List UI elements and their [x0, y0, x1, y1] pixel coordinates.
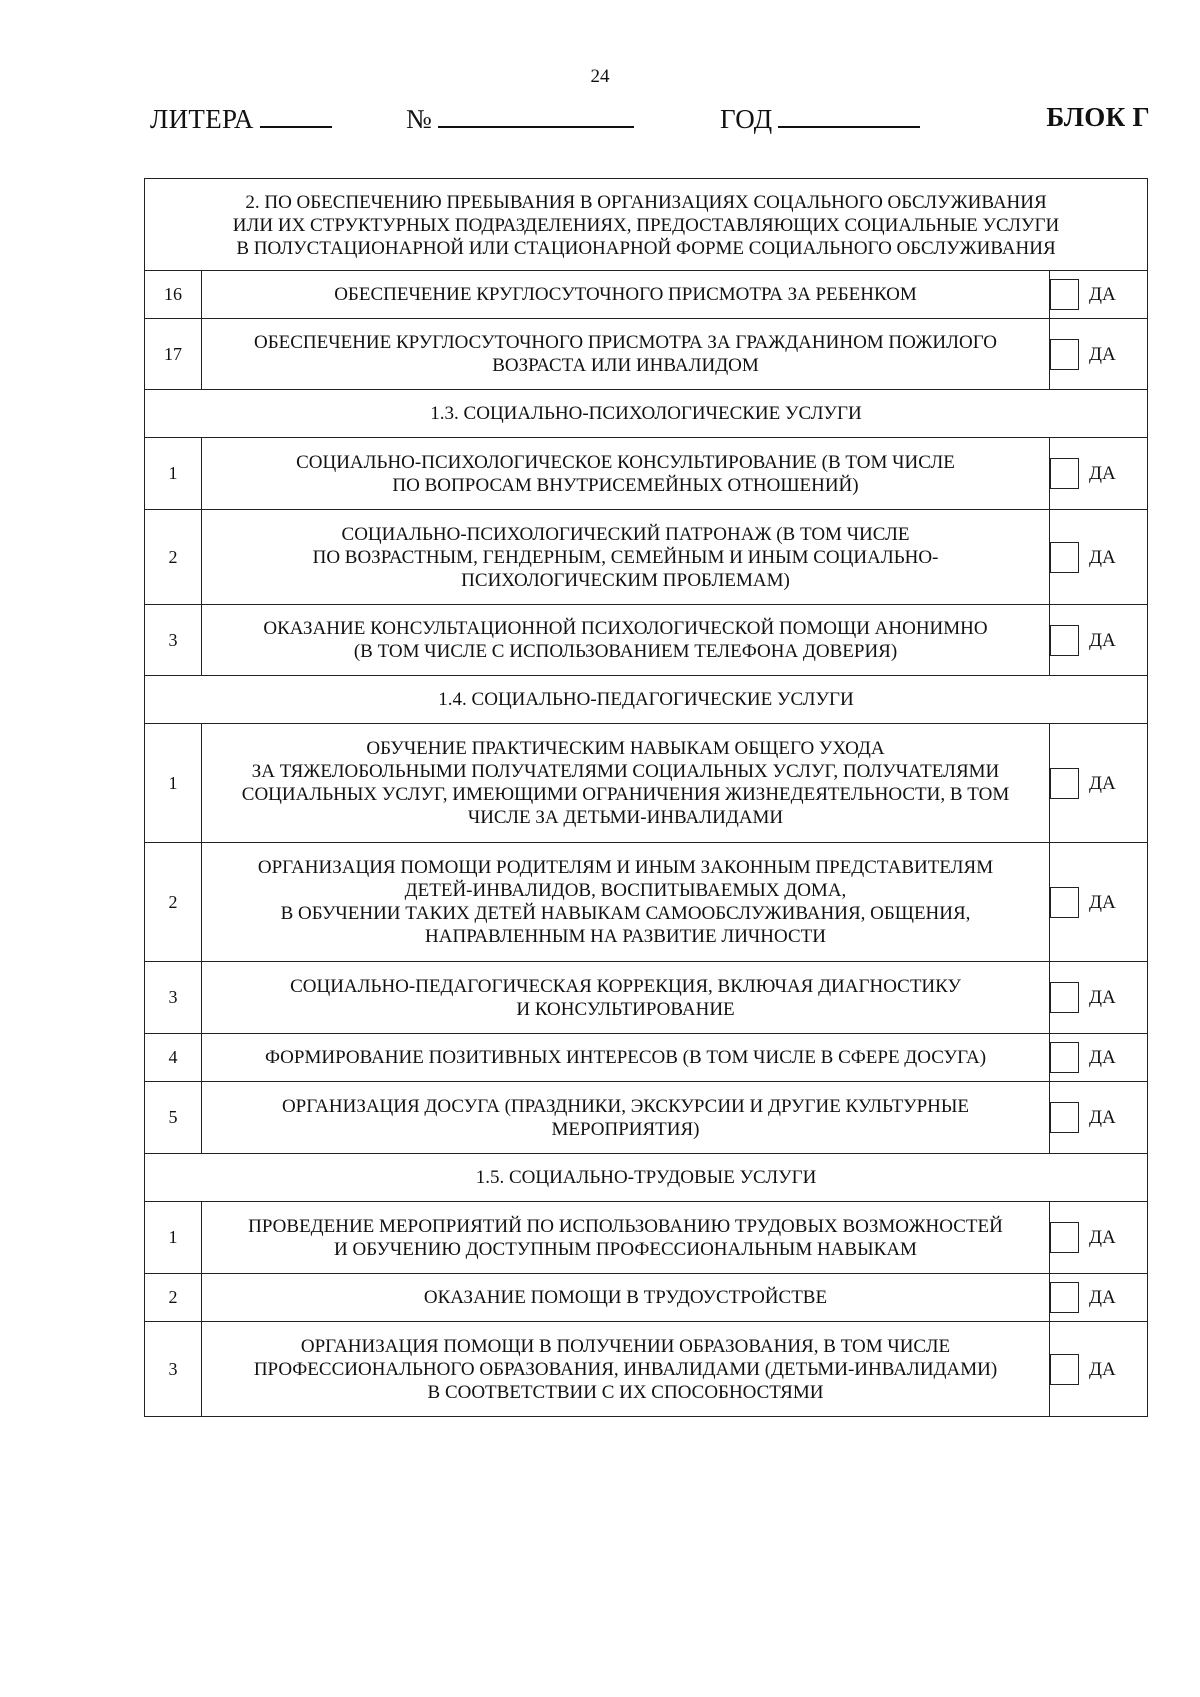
yes-label: ДА [1089, 891, 1116, 913]
yes-label: ДА [1089, 1287, 1116, 1308]
item-description-line: ОКАЗАНИЕ ПОМОЩИ В ТРУДОУСТРОЙСТВЕ [423, 1287, 828, 1308]
item-description-line: ЗА ТЯЖЕЛОБОЛЬНЫМИ ПОЛУЧАТЕЛЯМИ СОЦИАЛЬНЫХ УСЛУГ, ПОЛУЧАТЕЛЯМИ [251, 761, 1000, 782]
table-row [145, 510, 1148, 605]
yes-checkbox[interactable] [1050, 542, 1079, 573]
item-description-line: И КОНСУЛЬТИРОВАНИЕ [516, 998, 735, 1020]
item-description [202, 438, 1050, 510]
item-option [1050, 1034, 1148, 1082]
item-description-line: СОЦИАЛЬНО-ПЕДАГОГИЧЕСКАЯ КОРРЕКЦИЯ, ВКЛЮЧАЯ ДИАГНОСТИКУ [290, 975, 961, 997]
yes-label: ДА [1089, 629, 1116, 651]
yes-checkbox[interactable] [1050, 1354, 1079, 1385]
item-option [1050, 605, 1148, 676]
item-description-line: ФОРМИРОВАНИЕ ПОЗИТИВНЫХ ИНТЕРЕСОВ (В ТОМ ЧИСЛЕ В СФЕРЕ ДОСУГА) [264, 1047, 987, 1068]
item-number: 3 [145, 962, 202, 1034]
section-title-line: В ПОЛУСТАЦИОНАРНОЙ ИЛИ СТАЦИОНАРНОЙ ФОРМЕ СОЦИАЛЬНОГО ОБСЛУЖИВАНИЯ [236, 238, 1056, 259]
item-description [202, 510, 1050, 605]
item-description-line: ВОЗРАСТА ИЛИ ИНВАЛИДОМ [492, 355, 759, 376]
yes-label: ДА [1089, 284, 1116, 305]
item-option [1050, 1202, 1148, 1274]
table-row [145, 724, 1148, 843]
form-header [150, 102, 1150, 142]
item-description-line: ОРГАНИЗАЦИЯ ДОСУГА (ПРАЗДНИКИ, ЭКСКУРСИИ И ДРУГИЕ КУЛЬТУРНЫЕ [281, 1095, 970, 1117]
number-field [406, 102, 634, 135]
yes-label: ДА [1089, 1227, 1116, 1248]
table-row [145, 1274, 1148, 1322]
yes-checkbox[interactable] [1050, 982, 1079, 1013]
item-option [1050, 271, 1148, 319]
yes-checkbox[interactable] [1050, 1282, 1079, 1313]
item-number: 4 [145, 1034, 202, 1082]
table-row [145, 1082, 1148, 1154]
services-form-table [144, 178, 1148, 1417]
item-description-line: И ОБУЧЕНИЮ ДОСТУПНЫМ ПРОФЕССИОНАЛЬНЫМ НАВЫКАМ [334, 1238, 917, 1260]
item-description-line: СОЦИАЛЬНО-ПСИХОЛОГИЧЕСКОЕ КОНСУЛЬТИРОВАНИЕ (В ТОМ ЧИСЛЕ [296, 451, 955, 473]
item-number: 5 [145, 1082, 202, 1154]
item-description-line: В СООТВЕТСТВИИ С ИХ СПОСОБНОСТЯМИ [427, 1381, 824, 1403]
page-number: 24 [590, 66, 610, 87]
item-option [1050, 319, 1148, 390]
item-option [1050, 1274, 1148, 1322]
item-option [1050, 843, 1148, 962]
item-description-line: ПРОВЕДЕНИЕ МЕРОПРИЯТИЙ ПО ИСПОЛЬЗОВАНИЮ ТРУДОВЫХ ВОЗМОЖНОСТЕЙ [248, 1215, 1003, 1237]
item-option [1050, 510, 1148, 605]
item-description [202, 962, 1050, 1034]
yes-checkbox[interactable] [1050, 1042, 1079, 1073]
litera-field [150, 102, 332, 135]
item-description [202, 724, 1050, 843]
yes-checkbox[interactable] [1050, 887, 1079, 918]
section-title-line: 2. ПО ОБЕСПЕЧЕНИЮ ПРЕБЫВАНИЯ В ОРГАНИЗАЦИЯХ СОЦАЛЬНОГО ОБСЛУЖИВАНИЯ [245, 192, 1047, 213]
yes-checkbox[interactable] [1050, 458, 1079, 489]
item-description-line: ЧИСЛЕ ЗА ДЕТЬМИ-ИНВАЛИДАМИ [467, 807, 784, 828]
item-description-line: ПРОФЕССИОНАЛЬНОГО ОБРАЗОВАНИЯ, ИНВАЛИДАМИ (ДЕТЬМИ-ИНВАЛИДАМИ) [253, 1358, 998, 1380]
section-header-row [145, 676, 1148, 724]
item-option [1050, 438, 1148, 510]
item-description [202, 1322, 1050, 1417]
item-description [202, 1034, 1050, 1082]
item-description-line: ОБЕСПЕЧЕНИЕ КРУГЛОСУТОЧНОГО ПРИСМОТРА ЗА ГРАЖДАНИНОМ ПОЖИЛОГО [254, 332, 997, 353]
section-header-row [145, 390, 1148, 438]
item-description [202, 319, 1050, 390]
item-description-line: В ОБУЧЕНИИ ТАКИХ ДЕТЕЙ НАВЫКАМ САМООБСЛУЖИВАНИЯ, ОБЩЕНИЯ, [280, 903, 971, 924]
table-row [145, 1202, 1148, 1274]
table-row [145, 1034, 1148, 1082]
item-number: 1 [145, 1202, 202, 1274]
year-label: ГОД [720, 104, 773, 134]
section-title-line: ИЛИ ИХ СТРУКТУРНЫХ ПОДРАЗДЕЛЕНИЯХ, ПРЕДОСТАВЛЯЮЩИХ СОЦИАЛЬНЫЕ УСЛУГИ [232, 215, 1060, 236]
item-description-line: ДЕТЕЙ-ИНВАЛИДОВ, ВОСПИТЫВАЕМЫХ ДОМА, [404, 880, 847, 901]
yes-label: ДА [1089, 1047, 1116, 1068]
table-row [145, 843, 1148, 962]
section-header-row [145, 179, 1148, 271]
item-description [202, 1274, 1050, 1322]
yes-checkbox[interactable] [1050, 1102, 1079, 1133]
year-blank[interactable] [778, 102, 920, 128]
year-field [720, 102, 920, 135]
yes-label: ДА [1089, 1358, 1116, 1380]
item-number: 2 [145, 1274, 202, 1322]
item-description-line: ПО ВОПРОСАМ ВНУТРИСЕМЕЙНЫХ ОТНОШЕНИЙ) [392, 474, 859, 496]
table-row [145, 438, 1148, 510]
yes-checkbox[interactable] [1050, 768, 1079, 799]
item-description-line: (В ТОМ ЧИСЛЕ С ИСПОЛЬЗОВАНИЕМ ТЕЛЕФОНА ДОВЕРИЯ) [353, 641, 898, 662]
item-number: 3 [145, 1322, 202, 1417]
yes-label: ДА [1089, 546, 1116, 568]
block-label: БЛОК Г [1046, 102, 1150, 132]
section-title-labor: 1.5. СОЦИАЛЬНО-ТРУДОВЫЕ УСЛУГИ [145, 1154, 1148, 1202]
item-description [202, 1082, 1050, 1154]
item-description-line: ПО ВОЗРАСТНЫМ, ГЕНДЕРНЫМ, СЕМЕЙНЫМ И ИНЫМ СОЦИАЛЬНО- [312, 546, 939, 568]
item-number: 2 [145, 843, 202, 962]
item-description [202, 843, 1050, 962]
item-description [202, 1202, 1050, 1274]
item-number: 17 [145, 319, 202, 390]
section-title-psych: 1.3. СОЦИАЛЬНО-ПСИХОЛОГИЧЕСКИЕ УСЛУГИ [145, 390, 1148, 438]
table-row [145, 605, 1148, 676]
item-description-line: ОРГАНИЗАЦИЯ ПОМОЩИ РОДИТЕЛЯМ И ИНЫМ ЗАКОННЫМ ПРЕДСТАВИТЕЛЯМ [257, 857, 994, 878]
item-option [1050, 1082, 1148, 1154]
section-title-pedagog: 1.4. СОЦИАЛЬНО-ПЕДАГОГИЧЕСКИЕ УСЛУГИ [145, 676, 1148, 724]
item-description-line: СОЦИАЛЬНО-ПСИХОЛОГИЧЕСКИЙ ПАТРОНАЖ (В ТОМ ЧИСЛЕ [341, 523, 910, 545]
table-row [145, 962, 1148, 1034]
table-row [145, 271, 1148, 319]
yes-checkbox[interactable] [1050, 1222, 1079, 1253]
litera-label: ЛИТЕРА [150, 104, 254, 134]
item-option [1050, 724, 1148, 843]
item-number: 3 [145, 605, 202, 676]
item-description-line: СОЦИАЛЬНЫХ УСЛУГ, ИМЕЮЩИМИ ОГРАНИЧЕНИЯ ЖИЗНЕДЕЯТЕЛЬНОСТИ, В ТОМ [241, 784, 1010, 805]
item-description-line: ОРГАНИЗАЦИЯ ПОМОЩИ В ПОЛУЧЕНИИ ОБРАЗОВАНИЯ, В ТОМ ЧИСЛЕ [300, 1335, 951, 1357]
item-description-line: ОБЕСПЕЧЕНИЕ КРУГЛОСУТОЧНОГО ПРИСМОТРА ЗА РЕБЕНКОМ [334, 284, 917, 305]
item-number: 16 [145, 271, 202, 319]
number-label: № [406, 104, 433, 134]
item-description [202, 271, 1050, 319]
yes-label: ДА [1089, 772, 1116, 794]
yes-label: ДА [1089, 343, 1116, 365]
yes-label: ДА [1089, 1107, 1116, 1128]
item-description-line: НАПРАВЛЕННЫМ НА РАЗВИТИЕ ЛИЧНОСТИ [425, 926, 826, 947]
yes-checkbox[interactable] [1050, 279, 1079, 310]
section-header-row [145, 1154, 1148, 1202]
item-number: 2 [145, 510, 202, 605]
item-description-line: ОБУЧЕНИЕ ПРАКТИЧЕСКИМ НАВЫКАМ ОБЩЕГО УХОДА [366, 738, 885, 759]
yes-label: ДА [1089, 987, 1116, 1008]
litera-blank[interactable] [260, 102, 332, 128]
yes-checkbox[interactable] [1050, 339, 1079, 370]
number-blank[interactable] [438, 102, 634, 128]
section-title-residence [145, 179, 1148, 271]
item-description [202, 605, 1050, 676]
item-description-line: ОКАЗАНИЕ КОНСУЛЬТАЦИОННОЙ ПСИХОЛОГИЧЕСКОЙ ПОМОЩИ АНОНИМНО [263, 618, 988, 639]
item-number: 1 [145, 724, 202, 843]
table-row [145, 319, 1148, 390]
item-option [1050, 1322, 1148, 1417]
item-description-line: ПСИХОЛОГИЧЕСКИМ ПРОБЛЕМАМ) [461, 569, 790, 591]
yes-label: ДА [1089, 463, 1116, 484]
item-description-line: МЕРОПРИЯТИЯ) [551, 1118, 700, 1140]
table-row [145, 1322, 1148, 1417]
item-option [1050, 962, 1148, 1034]
yes-checkbox[interactable] [1050, 625, 1079, 656]
item-number: 1 [145, 438, 202, 510]
